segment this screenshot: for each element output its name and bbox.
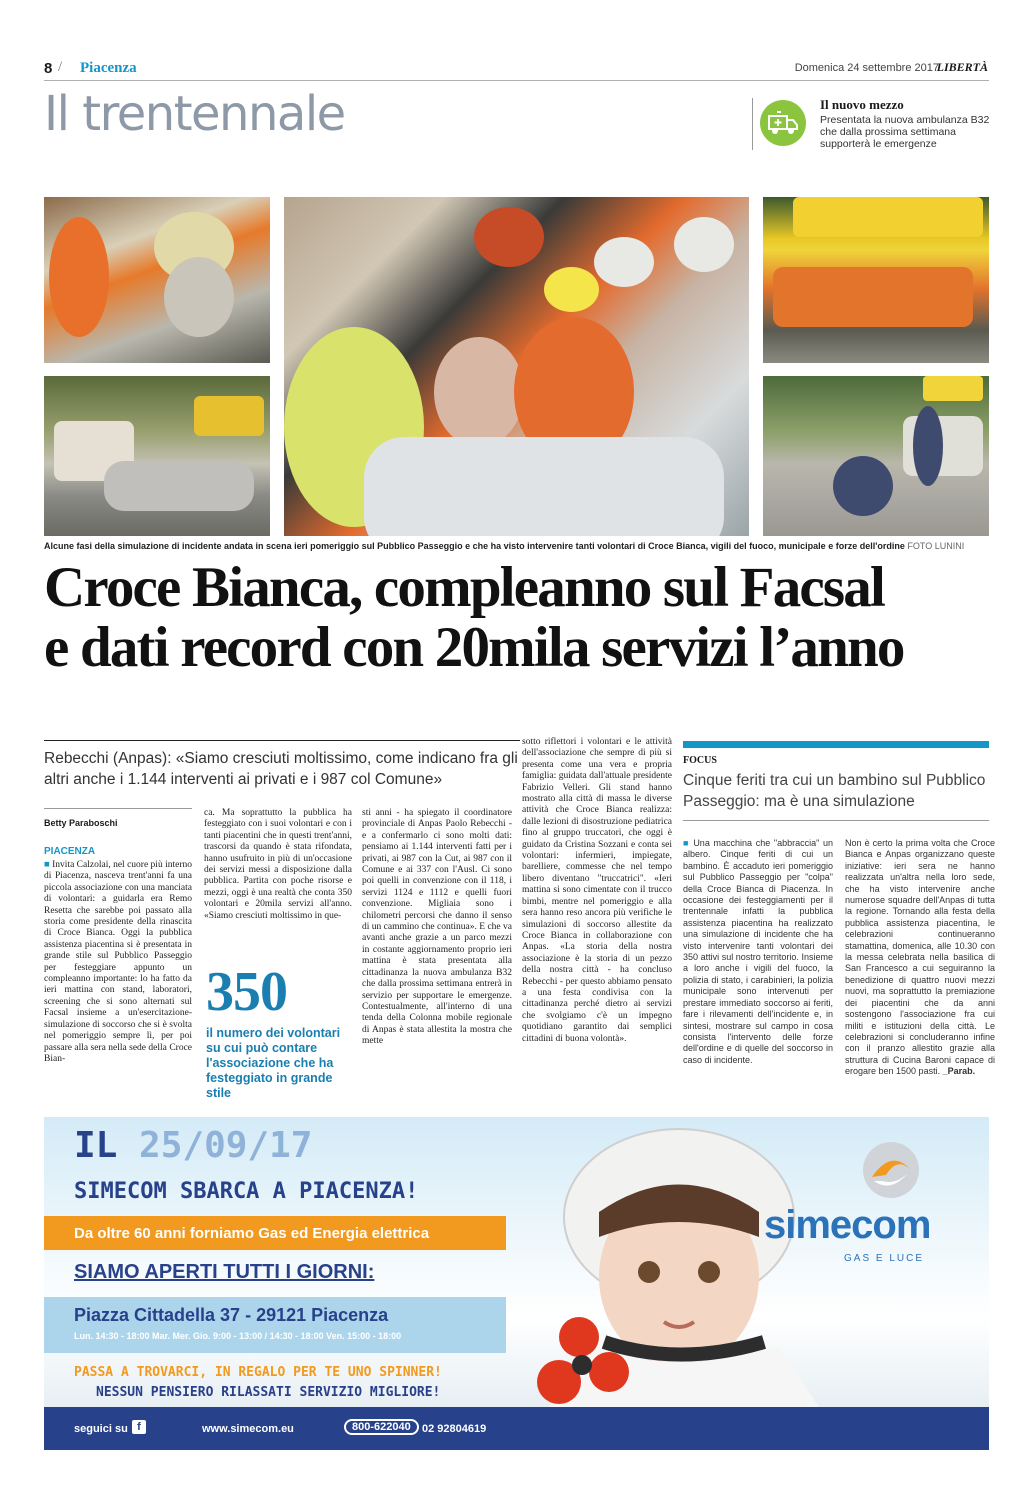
advert-open-days: SIAMO APERTI TUTTI I GIORNI: [74,1261,375,1283]
advert-follow-label: seguici su [74,1423,128,1435]
article-column-2: ca. Ma soprattutto la pubblica ha festeggiato con i suoi volontari e con i tanti piacentini che in questi trent'anni, trascorsi da quando è stata rifondata, hanno usufruito in più di un'occasione dei servizi messi a disposizione dalla pubblica. Partita con poche risorse e mezzi, oggi è una realtà che conta 350 volontari e 20mila servizi all'anno. «Siamo cresciuti moltissimo in que- [204,808,352,921]
bullet-icon: ■ [683,838,694,848]
advert-address: Piazza Cittadella 37 - 29121 Piacenza [74,1305,389,1325]
byline: Betty Paraboschi [44,818,118,828]
focus-signature: _Parab. [942,1066,976,1077]
photo-crash-rescue [44,197,270,363]
advert-website-link[interactable]: www.simecom.eu [202,1423,294,1435]
stat-text: il numero dei volontari su cui può contare l'associazione che ha festeggiato in grande stile [206,1026,341,1100]
headline [44,558,994,678]
dateline: PIACENZA [44,846,96,857]
sidebar-note-text: Presentata la nuova ambulanza B32 che dalla prossima settimana supporterà le emergenze [820,114,990,150]
stat-number: 350 [206,961,287,1023]
page-number: 8 [44,60,53,77]
header-separator: / [58,59,63,75]
photo-police-officers [763,376,989,536]
advert-brand-sub: GAS E LUCE [844,1253,925,1264]
focus-title: Cinque feriti tra cui un bambino sul Pubblico Passeggio: ma è una simulazione [683,772,986,810]
column-text: Invita Calzolai, nel cuore più interno di Piacenza, nasceva trent'anni fa una piccola associazione con una manciata di volontari: a guidarla era Remo Resetta che sarebbe poi passato alla storia come presidente della rinascita di Croce Bianca. Oggi la pubblica assistenza piacentina si è presentata in grande stile sul Pubblico Passeggio per festeggiare appunto un compleanno importante: lo ha fatto da ieri mattina con stand, laboratori, screening che si sono alternati sul Facsal insieme a un'esercitazione-simulazione di soccorso che si è svolta nel pomeriggio sempre lì, per poi passare alla sera nella sede della Croce Bian- [44,860,192,1064]
sidebar-note-title: Il nuovo mezzo [820,97,904,112]
section-name: Piacenza [80,60,137,76]
focus-rule [683,820,989,821]
advert-phone[interactable]: 02 92804619 [422,1423,487,1435]
advert-date-value: 25/09/17 [139,1125,313,1166]
column-text: Una macchina che "abbraccia" un albero. Cinque feriti di cui un bambino. È accaduto ieri pomeriggio sul Pubblico Passeggio per "colpa" della Croce Bianca di Piacenza. In occasione dei festeggiamenti per il trentennale infatti la pubblica assistenza piacentina ha realizzato una simulazione di incidente che ha visto intervenire tanti volontari dei 350 attivi sul nostro territorio. Insieme a loro anche i vigili del fuoco, la polizia di stato, i carabinieri, la polizia municipale sono intervenuti per prestare immediato soccorso ai feriti, fare i rilevamenti dell'incidente e, in sintesi, mostrare sul campo in cosa consista l'intervento delle forze dell'ordine e di quelle del soccorso in caso di incidente. [683,838,834,1065]
focus-bar [683,741,989,748]
column-text: Non è certo la prima volta che Croce Bianca e Anpas organizzano queste iniziative: ieri sera ne hanno realizzata un'altra nella loro sede, che ha visto intervenire anche numerose squadre dell'Anpas di tutta la regione. Tornando alla festa della pubblica assistenza piacentina, le celebrazioni continueranno stamattina, domenica, alle 10.30 con la messa celebrata nella basilica di San Francesco a cui seguiranno la benedizione di quattro nuovi mezzi nuovi, ma soprattutto la premiazione dei piacentini che da anni sostengono l'associazione fra cui militi e istituzioni della città. Le celebrazioni si concluderanno infine con il pranzo allestito grazie alla struttura di Cucina Baroni capace di erogare ben 1500 pasti. [845,838,995,1077]
advert-tagline: Da oltre 60 anni forniamo Gas ed Energia elettrica [74,1225,430,1242]
simecom-logo-icon [852,1139,930,1201]
ambulance-icon [760,100,806,146]
advert-promo-1: PASSA A TROVARCI, IN REGALO PER TE UNO SPINNER! [74,1365,442,1380]
deck-subtitle: Rebecchi (Anpas): «Siamo cresciuti moltissimo, come indicano fra gli altri anche i 1.144 interventi ai privati e i 987 col Comune» [44,750,518,788]
sidebar-divider [752,98,753,150]
photo-caption [44,541,989,551]
photo-volunteers-group [763,197,989,363]
advert-hours: Lun. 14:30 - 18:00 Mar. Mer. Gio. 9:00 - 13:00 / 14:30 - 18:00 Ven. 15:00 - 18:00 [74,1331,402,1341]
advert-footer [44,1407,989,1450]
advert-promo-2: NESSUN PENSIERO RILASSATI SERVIZIO MIGLIORE! [96,1385,441,1400]
issue-date: Domenica 24 settembre 2017 [794,62,939,74]
photo-damaged-car [44,376,270,536]
focus-label: FOCUS [683,755,717,766]
advert-green-number[interactable]: 800-622040 [344,1419,419,1435]
advert-brand: simecom [764,1203,931,1247]
simecom-advert[interactable] [44,1117,989,1450]
bullet-icon: ■ [44,860,53,870]
header-rule [44,80,989,81]
headline-line-1: Croce Bianca, compleanno sul Facsal [44,556,885,619]
focus-column-2 [845,838,995,1078]
byline-rule [44,808,192,809]
photo-main-simulation [284,197,749,536]
advert-headline: SIMECOM SBARCA A PIACENZA! [74,1179,419,1204]
advert-date-prefix: IL [74,1125,118,1166]
article-column-4: sotto riflettori i volontari e le attività dell'associazione che sempre di più si presenta come una vera e propria famiglia: guidata dall'attuale presidente Fabrizio Velleri. Gli stand hanno mostrato alla città di massa le diverse attività che Croce Bianca realizza: dalle lezioni di disostruzione pediatrica fino al gruppo truccatori, che oggi è guidato da Cristina Sozzani e conta sei volontari: infermieri, impiegate, barelliere, commesse che nel tempo libero diventano "truccatrici". «Ieri mattina si sono cimentate con il trucco bimbi, mentre nel pomeriggio e alla sera hanno reso ancora più verifiche le simulazioni di soccorso allestite da Croce Bianca in collaborazione con Anpas. «La storia della nostra associazione è la storia di un pezzo della nostra città - ha concluso Rebecchi - per questo abbiamo pensato a una festa condivisa con la cittadinanza perché dietro ai servizi che svolgiamo c'è un impegno quotidiano garantito dai semplici cittadini di buona volontà». [522,737,672,1044]
photo-credit: FOTO LUNINI [907,541,965,551]
caption-text: Alcune fasi della simulazione di incidente andata in scena ieri pomeriggio sul Pubblico Passeggio e che ha visto intervenire tanti volontari di Croce Bianca, vigili del fuoco, municipale e forze dell'ordine [44,541,905,551]
page-kicker: Il trentennale [44,86,345,142]
headline-line-2: e dati record con 20mila servizi l’anno [44,616,904,679]
newspaper-logo: LIBERTÀ [936,60,988,74]
advert-date [74,1125,312,1166]
child-helmet-illustration [519,1117,849,1407]
facebook-icon[interactable]: f [132,1420,146,1434]
deck-rule [44,732,520,741]
article-column-1 [44,860,192,1065]
article-column-3: sti anni - ha spiegato il coordinatore provinciale di Anpas Paolo Rebecchi - e a confermarlo ci sono molti dati: pensiamo ai 1.144 interventi fatti per i privati, ai 987 con la Cut, ai 987 con il Comune e ai 337 con l'Ausl. Ci sono poi quelli in convenzione con il 118, i servizi 1124 e 1112 e quelli fuori convenzione. Migliaia sono i chilometri percorsi che danno il senso di un cammino che continua». E che va avanti anche grazie a un parco mezzi in costante aggiornamento proprio ieri mattina è stata presentata alla cittadinanza la nuova ambulanza B32 che dalla prossima settimana entrerà in servizio per supportare le emergenze. Contestualmente, all'interno di una tenda della Colonna mobile regionale di Anpas è stata allestita la mostra che mette [362,808,512,1047]
focus-column-1 [683,838,833,1066]
